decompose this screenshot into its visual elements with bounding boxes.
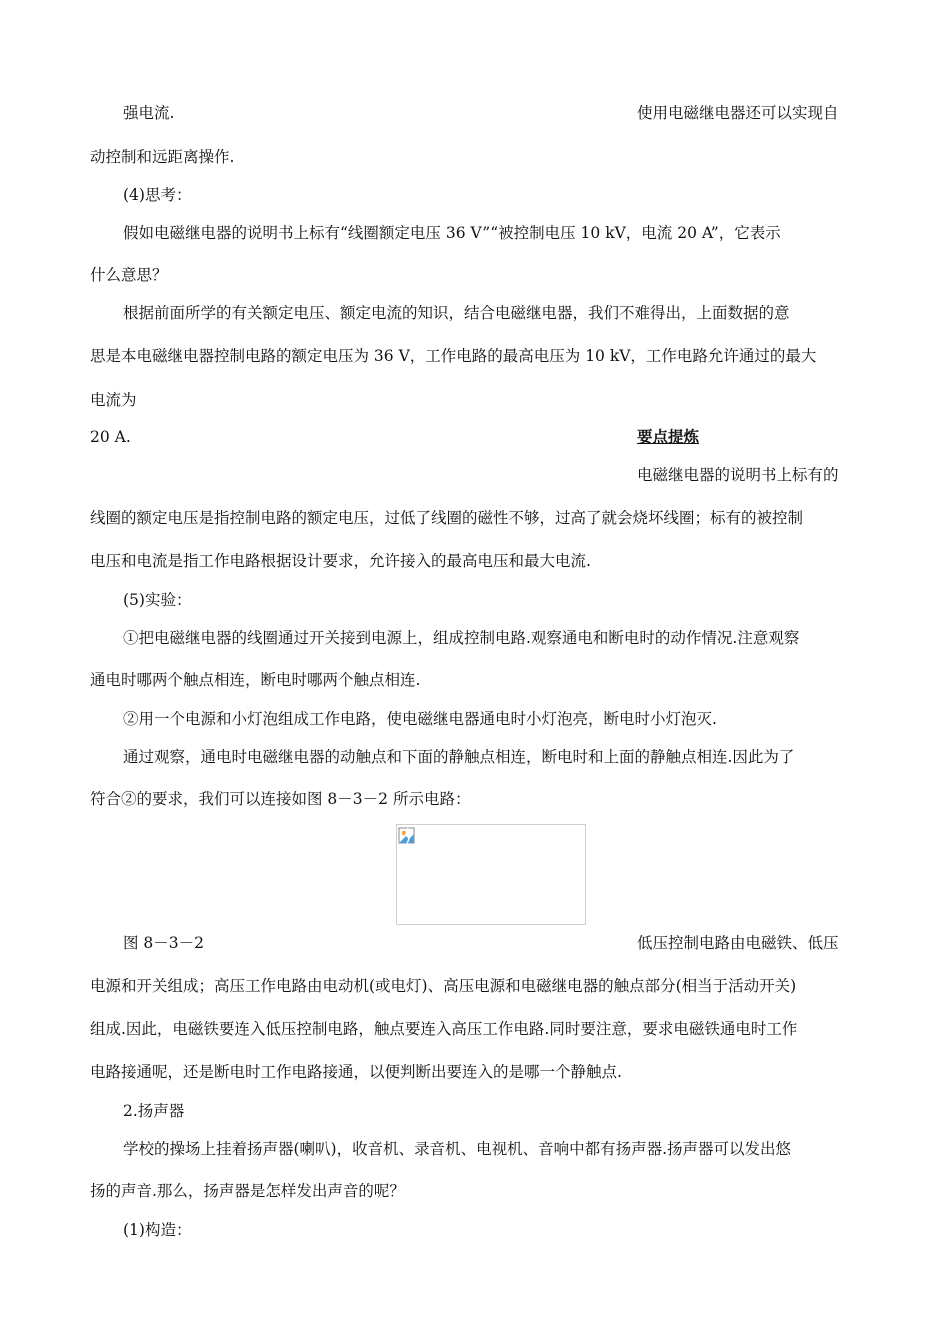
text-line: 电磁继电器的说明书上标有的: [637, 466, 839, 484]
figure-8-3-2-placeholder: [396, 824, 586, 925]
text-line: 电源和开关组成；高压工作电路由电动机(或电灯)、高压电源和电磁继电器的触点部分(相当于活动开关): [90, 977, 797, 995]
text-line: 扬的声音.那么，扬声器是怎样发出声音的呢？: [90, 1182, 405, 1200]
text-line: ②用一个电源和小灯泡组成工作电路，使电磁继电器通电时小灯泡亮，断电时小灯泡灭.: [123, 710, 717, 728]
text-line: 使用电磁继电器还可以实现自: [637, 104, 839, 122]
text-line: 假如电磁继电器的说明书上标有“线圈额定电压 36 V”“被控制电压 10 kV，电流 20 A”，它表示: [123, 224, 781, 242]
text-line: 20 A.: [90, 428, 131, 446]
text-line: 动控制和远距离操作.: [90, 148, 235, 166]
text-line: ①把电磁继电器的线圈通过开关接到电源上，组成控制电路.观察通电和断电时的动作情况.注意观察: [123, 629, 800, 647]
section-heading: (5)实验：: [123, 591, 192, 609]
text-line: 根据前面所学的有关额定电压、额定电流的知识，结合电磁继电器，我们不难得出，上面数据的意: [123, 304, 790, 322]
text-line: 电路接通呢，还是断电时工作电路接通，以便判断出要连入的是哪一个静触点.: [90, 1063, 622, 1081]
text-line: 通电时哪两个触点相连，断电时哪两个触点相连.: [90, 671, 421, 689]
text-line: 电流为: [90, 391, 137, 409]
text-line: 线圈的额定电压是指控制电路的额定电压，过低了线圈的磁性不够，过高了就会烧坏线圈；标有的被控制: [90, 509, 804, 527]
text-line: 通过观察，通电时电磁继电器的动触点和下面的静触点相连，断电时和上面的静触点相连.因此为了: [123, 748, 795, 766]
section-heading: (4)思考：: [123, 186, 192, 204]
text-line: 强电流.: [123, 104, 175, 122]
text-line: 符合②的要求，我们可以连接如图 8－3－2 所示电路：: [90, 790, 471, 808]
key-points-heading: 要点提炼: [637, 427, 700, 446]
text-line: 组成.因此，电磁铁要连入低压控制电路，触点要连入高压工作电路.同时要注意，要求电磁铁通电时工作: [90, 1020, 798, 1038]
text-line: 思是本电磁继电器控制电路的额定电压为 36 V，工作电路的最高电压为 10 kV，工作电路允许通过的最大: [90, 347, 817, 365]
section-heading: (1)构造：: [123, 1221, 192, 1239]
text-line: 什么意思？: [90, 266, 168, 284]
figure-caption: 图 8－3－2: [123, 934, 205, 952]
section-heading: 2.扬声器: [123, 1102, 185, 1120]
text-line: 学校的操场上挂着扬声器(喇叭)，收音机、录音机、电视机、音响中都有扬声器.扬声器可以发出悠: [123, 1140, 792, 1158]
broken-image-icon: [398, 827, 416, 845]
text-line: 低压控制电路由电磁铁、低压: [637, 934, 839, 952]
text-line: 电压和电流是指工作电路根据设计要求，允许接入的最高电压和最大电流.: [90, 552, 591, 570]
